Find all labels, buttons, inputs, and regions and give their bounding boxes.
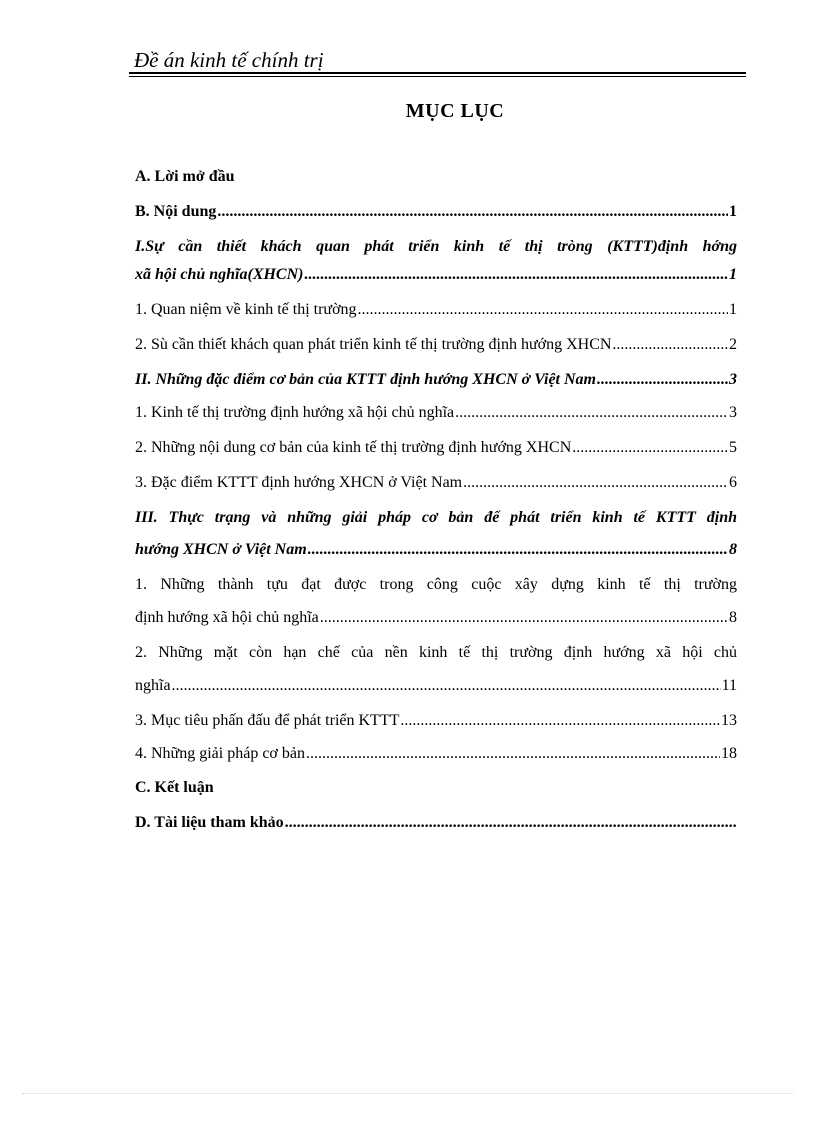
toc-entry-label: B. Nội dung [135,203,217,220]
toc-leader-dots [455,402,728,424]
toc-entry-label: xã hội chủ nghĩa(XHCN) [135,266,304,283]
toc-entry[interactable] [135,531,737,561]
toc-page-number: 1 [729,301,737,318]
toc-entry[interactable] [135,429,737,459]
toc-page-number: 5 [729,439,737,456]
toc-leader-dots [285,812,736,834]
toc-page-number: 8 [729,541,737,558]
toc-leader-dots [172,675,721,697]
toc-entry-label: II. Những đặc điểm cơ bản của KTTT định hướng XHCN ở Việt Nam [135,371,596,388]
toc-entry[interactable] [135,228,737,258]
page-bottom-divider [22,1093,794,1094]
toc-entry-label: I.Sự cần thiết khách quan phát triển kinh tế thị tròng (KTTT)định hớng [135,238,737,255]
toc-leader-dots [597,369,728,391]
toc-entry[interactable] [135,394,737,424]
toc-entry-label: C. Kết luận [135,779,214,796]
toc-entry[interactable] [135,702,737,732]
toc-leader-dots [463,472,728,494]
header-rule-thick [129,72,746,74]
toc-leader-dots [572,437,728,459]
header-rule-thin [129,76,746,77]
toc-entry[interactable] [135,291,737,321]
toc-page-number: 1 [729,203,737,220]
toc-page-number: 11 [721,677,737,694]
toc-page-number: 6 [729,474,737,491]
toc-entry-label: 1. Những thành tựu đạt được trong công cuộc xây dựng kinh tế thị trường [135,576,737,593]
toc-entry-label: 2. Những mặt còn hạn chế của nền kinh tế thị trường định hướng xã hội chủ [135,644,737,661]
toc-page-number: 8 [729,609,737,626]
toc-entry[interactable] [135,193,737,223]
toc-entry[interactable] [135,735,737,765]
toc-entry-label: A. Lời mở đầu [135,168,235,185]
toc-entry-label: 2. Những nội dung cơ bản của kinh tế thị trường định hướng XHCN [135,439,572,456]
header-title: Đề án kinh tế chính trị [134,48,324,72]
toc-heading: MỤC LỤC [405,100,505,122]
toc-entry-label: 2. Sù cần thiết khách quan phát triển kinh tế thị trường định hướng XHCN [135,336,612,353]
toc-leader-dots [217,201,728,223]
toc-entry-label: 1. Quan niệm về kinh tế thị trường [135,301,357,318]
toc-entry-label: D. Tài liệu tham khảo [135,814,284,831]
toc-entry-label: 4. Những giải pháp cơ bản [135,745,305,762]
toc-entry[interactable] [135,634,737,664]
toc-entry[interactable] [135,361,737,391]
toc-entry[interactable] [135,499,737,529]
toc-entry[interactable] [135,158,737,188]
toc-leader-dots [320,607,728,629]
toc-entry[interactable] [135,599,737,629]
toc-entry[interactable] [135,566,737,596]
toc-entry-label: nghĩa [135,677,171,694]
toc-page-number: 3 [729,371,737,388]
toc-leader-dots [612,334,728,356]
toc-leader-dots [304,264,728,286]
toc-entry[interactable] [135,769,737,799]
toc-leader-dots [358,299,728,321]
toc-entry-label: III. Thực trạng và những giải pháp cơ bản để phát triển kinh tế KTTT định [135,509,737,526]
toc-page-number: 3 [729,404,737,421]
toc-page-number: 18 [721,745,737,762]
toc-entry-label: 1. Kinh tế thị trường định hướng xã hội chủ nghĩa [135,404,455,421]
toc-entry-label: 3. Đặc điểm KTTT định hướng XHCN ở Việt Nam [135,474,463,491]
toc-page-number: 13 [721,712,737,729]
toc-entry[interactable] [135,256,737,286]
toc-entry-label: hướng XHCN ở Việt Nam [135,541,307,558]
toc-leader-dots [400,710,720,732]
toc-entry[interactable] [135,667,737,697]
toc-entry-label: định hướng xã hội chủ nghĩa [135,609,319,626]
toc-leader-dots [306,743,720,765]
toc-entry[interactable] [135,326,737,356]
toc-entry[interactable] [135,464,737,494]
toc-page-number: 2 [729,336,737,353]
toc-leader-dots [308,539,728,561]
toc-page-number: 1 [729,266,737,283]
toc-entry-label: 3. Mục tiêu phấn đấu để phát triển KTTT [135,712,400,729]
toc-entry[interactable] [135,804,737,834]
